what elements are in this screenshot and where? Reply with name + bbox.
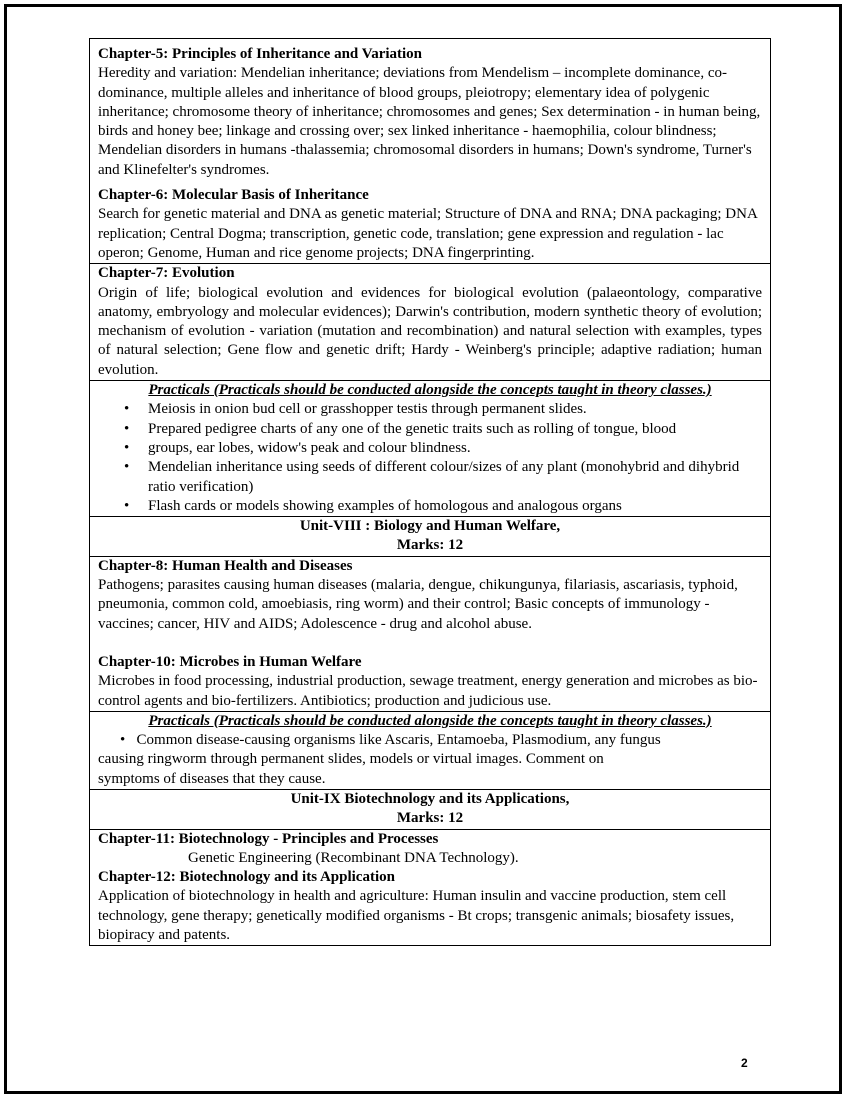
list-item: • Mendelian inheritance using seeds of different colour/sizes of any plant (monohybrid and dihybrid ratio verification) [148, 458, 762, 497]
practicals-list [98, 400, 762, 516]
unit-8-marks: Marks: 12 [396, 537, 464, 554]
chapter-10-body: Microbes in food processing, industrial production, sewage treatment, energy generation and microbes as bio-control agents and bio-fertilizers. Antibiotics; production and judicious use. [98, 673, 758, 709]
table-row [90, 829, 771, 946]
chapter-6-title: Chapter-6: Molecular Basis of Inheritance [98, 187, 369, 204]
unit-8-title: Unit-VIII : Biology and Human Welfare, [299, 518, 561, 535]
table-row [90, 39, 771, 264]
practicals-item-line: symptoms of diseases that they cause. [98, 770, 326, 787]
chapter-12-title: Chapter-12: Biotechnology and its Application [98, 869, 395, 886]
chapters-11-12-cell [90, 829, 771, 946]
unit-9-marks: Marks: 12 [396, 810, 464, 827]
unit-8-heading-cell [90, 517, 771, 557]
list-item: • Meiosis in onion bud cell or grasshopper testis through permanent slides. [148, 400, 762, 419]
chapter-6-body: Search for genetic material and DNA as genetic material; Structure of DNA and RNA; DNA packaging; DNA replication; Central Dogma; transcription, genetic code, translation; gene expression and regulation - lac operon; Genome, Human and rice genome projects; DNA fingerprinting. [98, 206, 757, 261]
chapter-8-title: Chapter-8: Human Health and Diseases [98, 557, 353, 574]
chapter-5-title: Chapter-5: Principles of Inheritance and Variation [98, 46, 423, 62]
practicals-item-text: Common disease-causing organisms like Ascaris, Entamoeba, Plasmodium, any fungus [136, 732, 661, 749]
chapter-7-cell [90, 264, 771, 381]
practicals-item-line [98, 731, 762, 750]
unit-9-heading-cell [90, 789, 771, 829]
practicals-cell-1 [90, 381, 771, 517]
chapter-5-body: Heredity and variation: Mendelian inheritance; deviations from Mendelism – incomplete dominance, co-dominance, multiple alleles and inheritance of blood groups, pleiotropy; elementary idea of polygenic inheritance; chromosome theory of inheritance; chromosomes and genes; Sex determination - in human being, birds and honey bee; linkage and crossing over; sex linked inheritance - haemophilia, colour blindness; Mendelian disorders in humans -thalassemia; chromosomal disorders in humans; Down's syndrome, Turner's and Klinefelter's syndromes. [98, 65, 761, 178]
list-item: • Flash cards or models showing examples of homologous and analogous organs [148, 497, 762, 516]
list-item: • groups, ear lobes, widow's peak and colour blindness. [148, 439, 762, 458]
table-row [90, 789, 771, 829]
practicals-cell-2 [90, 711, 771, 789]
chapter-11-body: Genetic Engineering (Recombinant DNA Technology). [188, 849, 519, 866]
chapter-8-body: Pathogens; parasites causing human diseases (malaria, dengue, chikungunya, filariasis, ascariasis, typhoid, pneumonia, common cold, amoebiasis, ring worm) and their control; Basic concepts of immunology - vaccines; cancer, HIV and AIDS; Adolescence - drug and alcohol abuse. [98, 577, 738, 632]
chapter-10-title: Chapter-10: Microbes in Human Welfare [98, 653, 362, 670]
chapters-8-10-cell [90, 556, 771, 711]
chapter-12-body: Application of biotechnology in health and agriculture: Human insulin and vaccine production, stem cell technology, gene therapy; genetically modified organisms - Bt crops; transgenic animals; biosafety issues, biopiracy and patents. [98, 888, 735, 944]
table-row [90, 517, 771, 557]
chapter-7-title: Chapter-7: Evolution [98, 265, 235, 282]
table-row [90, 556, 771, 711]
unit-9-title: Unit-IX Biotechnology and its Applications, [290, 790, 570, 807]
page-number: 2 [741, 1056, 748, 1070]
chapter-11-title: Chapter-11: Biotechnology - Principles and Processes [98, 830, 439, 847]
practicals-item-line: causing ringworm through permanent slides, models or virtual images. Comment on [98, 751, 604, 768]
practicals-heading: Practicals (Practicals should be conducted alongside the concepts taught in theory classes.) [148, 712, 712, 729]
table-row [90, 264, 771, 381]
practicals-heading: Practicals (Practicals should be conducted alongside the concepts taught in theory classes.) [148, 382, 712, 399]
table-row [90, 711, 771, 789]
syllabus-table [89, 38, 771, 946]
bullet-icon: • [120, 732, 137, 749]
chapter-7-body: Origin of life; biological evolution and evidences for biological evolution (palaeontology, comparative anatomy, embryology and molecular evidences); Darwin's contribution, modern synthetic theory of evolution; mechanism of evolution - variation (mutation and recombination) and natural selection with examples, types of natural selection; Gene flow and genetic drift; Hardy - Weinberg's principle; adaptive radiation; human evolution. [98, 284, 762, 378]
chapters-5-6-cell [90, 39, 771, 264]
list-item: • Prepared pedigree charts of any one of the genetic traits such as rolling of tongue, blood [148, 420, 762, 439]
spacer [98, 634, 762, 653]
table-row [90, 381, 771, 517]
